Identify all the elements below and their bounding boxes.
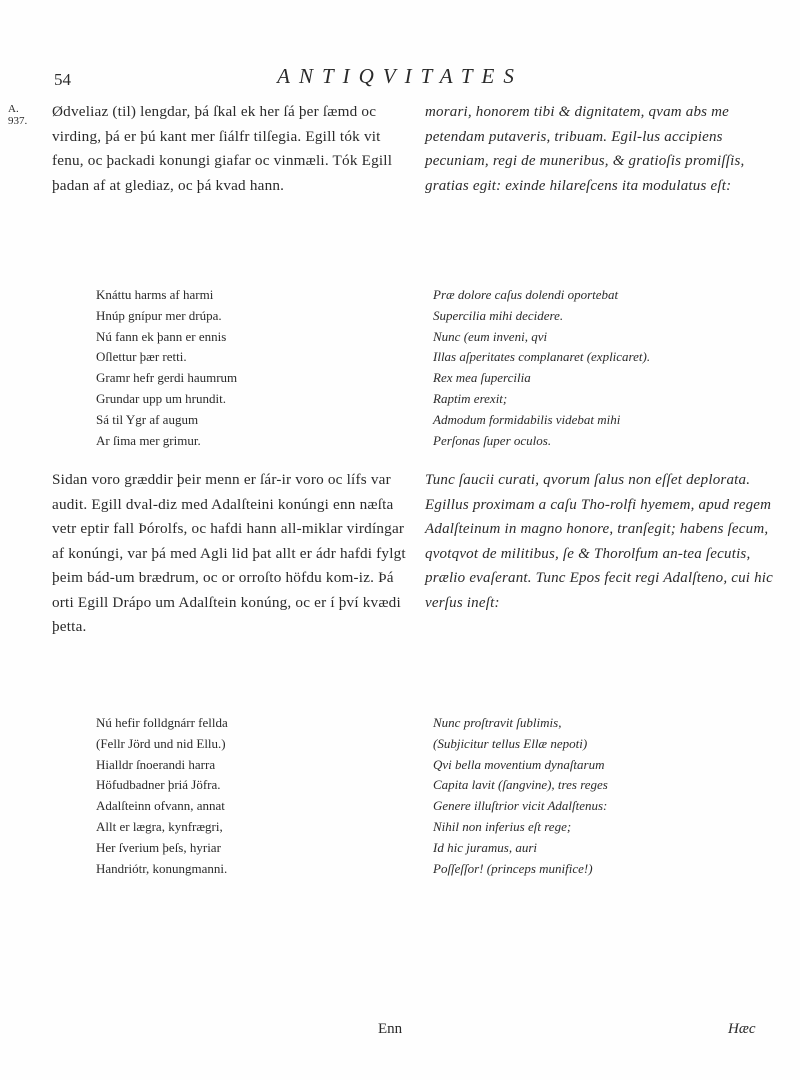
verse-line: Höfudbadner þriá Jöfra.: [96, 777, 221, 793]
verse-line: Qvi bella moventium dynaſtarum: [433, 756, 605, 772]
page-header: [0, 62, 800, 94]
verse-line: Capita lavit (ſangvine), tres reges: [433, 777, 608, 793]
verse-line: Raptim erexit;: [433, 390, 508, 406]
catchword-left: Enn: [378, 1021, 403, 1037]
catchword-right: Hæc: [728, 1021, 756, 1037]
verse-line: Nú fann ek þann er ennis: [96, 328, 227, 344]
icelandic-paragraph-1: Ødveliaz (til) lengdar, þá ſkal ek her ſá þer ſæmd oc virding, þá er þú kant mer ſiálfr tilſegia. Egill tók vit fenu, oc þackadi konungi giafar oc vinmæli. Tók Egill þadan af at glediaz, oc þá kvad hann.: [52, 103, 393, 194]
latin-paragraph-1: morari, honorem tibi & dignitatem, qvam abs me petendam putaveris, tribuam. Egil-lus accipiens pecuniam, regi de muneribus, & gratioſis promiſſis, gratias egit: exinde hilareſcens ita modulatus eſt:: [425, 104, 745, 194]
margin-year-note: [8, 103, 27, 127]
verse-line: Nihil non inferius eſt rege;: [433, 818, 572, 834]
verse-line: Sá til Ygr af augum: [96, 411, 199, 427]
verse-line: Id hic juramus, auri: [433, 839, 537, 855]
verse-line: Adalſteinn ofvann, annat: [96, 798, 225, 814]
verse-line: (Fellr Jörd und nid Ellu.): [96, 735, 226, 751]
verse-line: Admodum formidabilis videbat mihi: [433, 411, 621, 427]
verse-line: Oſlettur þær retti.: [96, 349, 187, 365]
verse-line: Ar ſima mer grimur.: [96, 432, 201, 448]
verse-line: Nunc proſtravit ſublimis,: [433, 715, 562, 730]
verse-line: Perſonas ſuper oculos.: [433, 432, 552, 448]
verse-line: Knáttu harms af harmi: [96, 287, 214, 302]
verse-line: Illas aſperitates complanaret (explicaret).: [433, 349, 651, 365]
verse-line: Nú hefir folldgnárr fellda: [96, 715, 228, 730]
verse-line: Hnúp gnípur mer drúpa.: [96, 307, 222, 323]
verse-line: Nunc (eum inveni, qvi: [433, 328, 548, 344]
verse-line: Her ſverium þeſs, hyriar: [96, 839, 221, 855]
verse-line: Rex mea ſupercilia: [433, 370, 531, 386]
verse-line: Poſſeſſor! (princeps munifice!): [433, 860, 593, 876]
verse-line: Hialldr ſnoerandi harra: [96, 756, 216, 772]
latin-paragraph-2: Tunc ſaucii curati, qvorum ſalus non eſſet deplorata. Egillus proximam a caſu Tho-rolfi hyemem, apud regem Adalſteinum in magno honore, tranſegit; habens ſecum, qvotqvot de militibus, ſe & Thorolfum an-tea ſecutis, prælio evaſerant. Tunc Epos fecit regi Adalſteno, cui hic verſus ineſt:: [425, 472, 774, 611]
latin-verse-2: [433, 713, 783, 879]
verse-line: (Subjicitur tellus Ellæ nepoti): [433, 735, 588, 751]
icelandic-verse-2: [96, 713, 456, 879]
verse-line: Allt er lægra, kynfrægri,: [96, 818, 223, 834]
icelandic-paragraph-2: Sidan voro græddir þeir menn er ſár-ir voro oc lífs var audit. Egill dval-diz med Adalſteini konúngi enn næſta vetr eptir fall Þórolfs, oc hafdi hann all-miklar virdíngar af konúngi, var þá med Agli lid þat allt er ádr hafdi fylgt þeim bád-um brædrum, oc or orroſto höfdu kom-iz. Þá orti Egill Drápo um Adalſtein konúng, oc er í því kvædi þetta.: [52, 471, 406, 635]
verse-line: Supercilia mihi decidere.: [433, 307, 564, 323]
icelandic-verse-1: [96, 285, 456, 451]
margin-note-line: 937.: [8, 115, 28, 127]
verse-line: Genere illuſtrior vicit Adalſtenus:: [433, 798, 608, 814]
page-number: 54: [54, 70, 71, 89]
margin-note-line: A.: [8, 103, 19, 115]
running-title: ANTIQVITATES: [277, 64, 523, 88]
latin-verse-1: [433, 285, 783, 451]
verse-line: Handriótr, konungmanni.: [96, 860, 228, 876]
verse-line: Gramr hefr gerdi haumrum: [96, 370, 238, 386]
verse-line: Præ dolore caſus dolendi oportebat: [433, 287, 619, 302]
verse-line: Grundar upp um hrundit.: [96, 390, 226, 406]
